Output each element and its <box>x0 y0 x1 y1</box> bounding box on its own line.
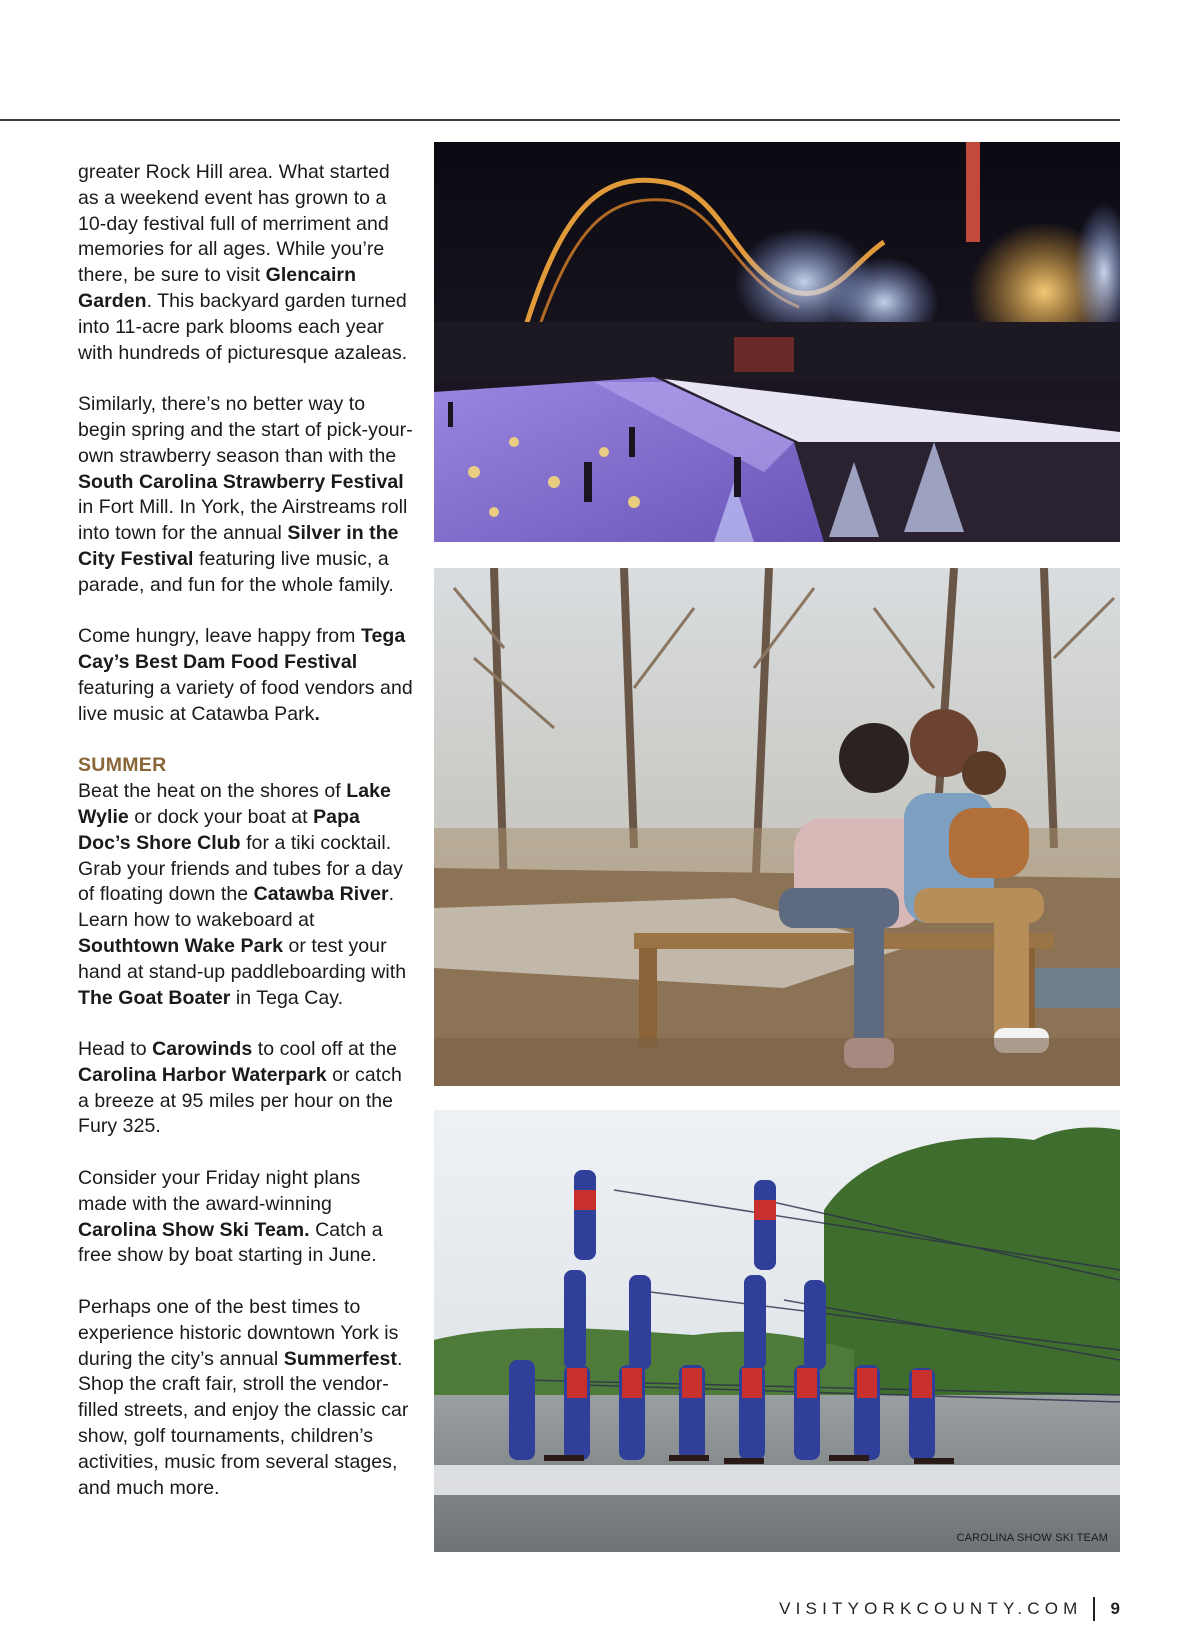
text-run: featuring a variety of food vendors and live music at Catawba Park <box>78 676 413 725</box>
section-summer <box>78 753 414 1011</box>
text-run: Beat the heat on the shores of <box>78 780 347 803</box>
footer-divider <box>1093 1597 1095 1621</box>
bold-text-run: Lake Wylie <box>78 780 391 828</box>
text-run: or catch a breeze at 95 miles per hour on the Fury 325. <box>78 1063 402 1138</box>
summer-heading: SUMMER <box>78 754 167 777</box>
paragraph-carowinds <box>78 1037 414 1140</box>
bold-text-run: Carowinds <box>152 1038 253 1061</box>
page-number: 9 <box>1110 1599 1120 1618</box>
bold-text-run: Carolina Harbor Waterpark <box>78 1063 327 1086</box>
text-run: . Shop the craft fair, stroll the vendor-filled streets, and enjoy the classic car show, golf tournaments, children’s activities, music from several stages, and much more. <box>78 1347 409 1499</box>
page-footer <box>779 1597 1120 1621</box>
paragraph-lake-wylie <box>78 780 406 1008</box>
paragraph-ski-team <box>78 1166 414 1269</box>
text-run: Come hungry, leave happy from <box>78 625 361 648</box>
footer-website: VISITYORKCOUNTY.COM <box>779 1599 1083 1618</box>
bold-text-run: South Carolina Strawberry Festival <box>78 470 404 493</box>
bold-text-run: Summerfest <box>283 1347 397 1370</box>
paragraph-strawberry-festival <box>78 392 414 598</box>
text-run: Perhaps one of the best times to experience historic downtown York is during the city’s annual <box>78 1296 399 1370</box>
top-rule <box>0 119 1120 121</box>
photo-holiday-ice-rink <box>434 142 1120 542</box>
text-run: to cool off at the <box>252 1038 398 1061</box>
text-run: or test your hand at stand-up paddleboarding with <box>78 934 407 983</box>
text-run: in Fort Mill. In York, the Airstreams roll into town for the annual <box>78 496 408 545</box>
text-run: Similarly, there’s no better way to begin spring and the start of pick-your-own strawberry season than with the <box>78 393 413 467</box>
text-run: featuring live music, a parade, and fun for the whole family. <box>78 547 394 596</box>
article-text-column <box>78 160 414 1527</box>
paragraph-food-festival <box>78 624 414 727</box>
bold-text-run: Silver in the City Festival <box>78 522 399 570</box>
bold-text-run: Tega Cay’s Best Dam Food Festival <box>78 625 406 674</box>
text-run: greater Rock Hill area. What started as a weekend event has grown to a 10-day festival full of merriment and memories for all ages. While you’re there, be sure to visit <box>78 161 390 287</box>
text-run: Catch a free show by boat starting in June. <box>78 1218 383 1267</box>
text-run: Consider your Friday night plans made with the award-winning <box>78 1167 361 1215</box>
bold-text-run: Carolina Show Ski Team. <box>78 1218 310 1241</box>
text-run: in Tega Cay. <box>230 986 344 1009</box>
text-run: . This backyard garden turned into 11-acre park blooms each year with hundreds of picturesque azaleas. <box>78 289 408 364</box>
bold-text-run: Glencairn Garden <box>78 264 357 312</box>
bold-text-run: Catawba River <box>253 883 389 906</box>
text-run: for a tiki cocktail. Grab your friends and tubes for a day of floating down the <box>78 831 403 906</box>
paragraph-spring-rockhill <box>78 160 414 366</box>
text-run: or dock your boat at <box>128 805 314 828</box>
photo-ski-team <box>434 1110 1120 1552</box>
photo-caption: CAROLINA SHOW SKI TEAM <box>956 1532 1108 1544</box>
bold-text-run: . <box>314 702 320 725</box>
bold-text-run: The Goat Boater <box>78 986 231 1009</box>
text-run: . Learn how to wakeboard at <box>78 883 395 932</box>
text-run: Head to <box>78 1038 153 1061</box>
bold-text-run: Southtown Wake Park <box>78 934 284 957</box>
paragraph-summerfest <box>78 1295 414 1501</box>
bold-text-run: Papa Doc’s Shore Club <box>78 805 360 854</box>
photo-family-bench <box>434 568 1120 1086</box>
